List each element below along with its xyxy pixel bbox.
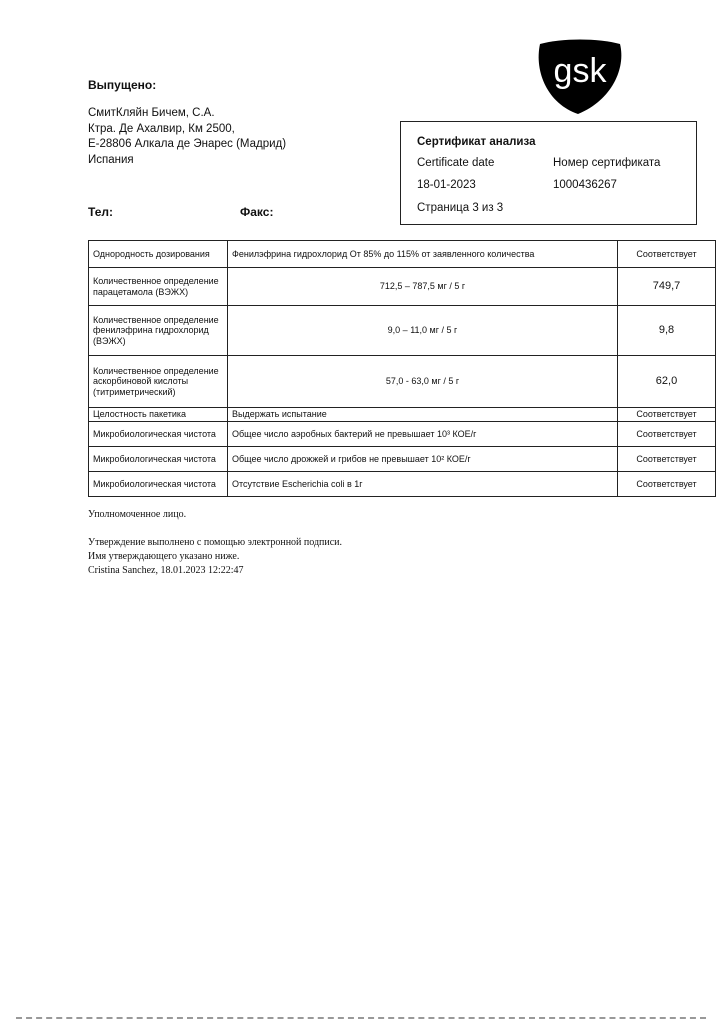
results-table xyxy=(88,240,716,497)
test-result: 749,7 xyxy=(618,268,716,306)
test-result: Соответствует xyxy=(618,447,716,472)
authorized-person: Уполномоченное лицо. xyxy=(88,509,187,520)
test-name: Количественное определение парацетамола (ВЭЖХ) xyxy=(89,268,228,306)
test-name: Количественное определение аскорбиновой кислоты (титриметрический) xyxy=(89,356,228,408)
certificate-date-label: Certificate date xyxy=(417,157,495,169)
table-row xyxy=(89,422,716,447)
fax-label: Факс: xyxy=(240,205,274,219)
test-spec: 9,0 – 11,0 мг / 5 г xyxy=(228,306,618,356)
footer xyxy=(88,508,342,578)
test-spec: Выдержать испытание xyxy=(228,408,618,422)
test-name: Целостность пакетика xyxy=(89,408,228,422)
test-name: Однородность дозирования xyxy=(89,241,228,268)
approval-note: Имя утверждающего указано ниже. xyxy=(88,551,240,562)
certificate-number: 1000436267 xyxy=(553,179,617,191)
test-result: 62,0 xyxy=(618,356,716,408)
issuer-address xyxy=(88,106,286,168)
address-line: Е-28806 Алкала де Энарес (Мадрид) xyxy=(88,138,287,150)
electronic-signature: Cristina Sanchez, 18.01.2023 12:22:47 xyxy=(88,565,244,576)
test-result: Соответствует xyxy=(618,408,716,422)
certificate-number-label: Номер сертификата xyxy=(553,157,661,169)
test-result: Соответствует xyxy=(618,241,716,268)
test-spec: 712,5 – 787,5 мг / 5 г xyxy=(228,268,618,306)
test-result: Соответствует xyxy=(618,472,716,497)
test-result: 9,8 xyxy=(618,306,716,356)
table-row xyxy=(89,306,716,356)
tel-label: Тел: xyxy=(88,205,114,219)
test-spec: Общее число дрожжей и грибов не превышает 10² КОЕ/г xyxy=(228,447,618,472)
test-spec: 57,0 - 63,0 мг / 5 г xyxy=(228,356,618,408)
gsk-logo xyxy=(528,38,628,118)
certificate-date: 18-01-2023 xyxy=(417,179,476,191)
table-row xyxy=(89,268,716,306)
table-row xyxy=(89,241,716,268)
address-line: Испания xyxy=(88,153,134,166)
test-name: Микробиологическая чистота xyxy=(89,472,228,497)
test-result: Соответствует xyxy=(618,422,716,447)
page-edge-divider xyxy=(16,1017,706,1019)
test-name: Количественное определение фенилэфрина гидрохлорид (ВЭЖХ) xyxy=(89,306,228,356)
address-line: Ктра. Де Ахалвир, Км 2500, xyxy=(88,122,235,135)
table-row xyxy=(89,447,716,472)
table-row xyxy=(89,356,716,408)
page-number: Страница 3 из 3 xyxy=(417,202,504,214)
test-spec: Отсутствие Escherichia coli в 1г xyxy=(228,472,618,497)
logo-text: gsk xyxy=(553,52,607,90)
table-row xyxy=(89,408,716,422)
certificate-title: Сертификат анализа xyxy=(417,136,536,148)
test-spec: Общее число аэробных бактерий не превышает 10³ КОЕ/г xyxy=(228,422,618,447)
issued-label: Выпущено: xyxy=(88,78,157,92)
test-name: Микробиологическая чистота xyxy=(89,447,228,472)
approval-note: Утверждение выполнено с помощью электронной подписи. xyxy=(88,537,343,548)
test-name: Микробиологическая чистота xyxy=(89,422,228,447)
table-row xyxy=(89,472,716,497)
address-line: СмитКляйн Бичем, С.А. xyxy=(88,107,215,119)
certificate-box xyxy=(400,121,697,225)
test-spec: Фенилэфрина гидрохлорид От 85% до 115% от заявленного количества xyxy=(228,241,618,268)
